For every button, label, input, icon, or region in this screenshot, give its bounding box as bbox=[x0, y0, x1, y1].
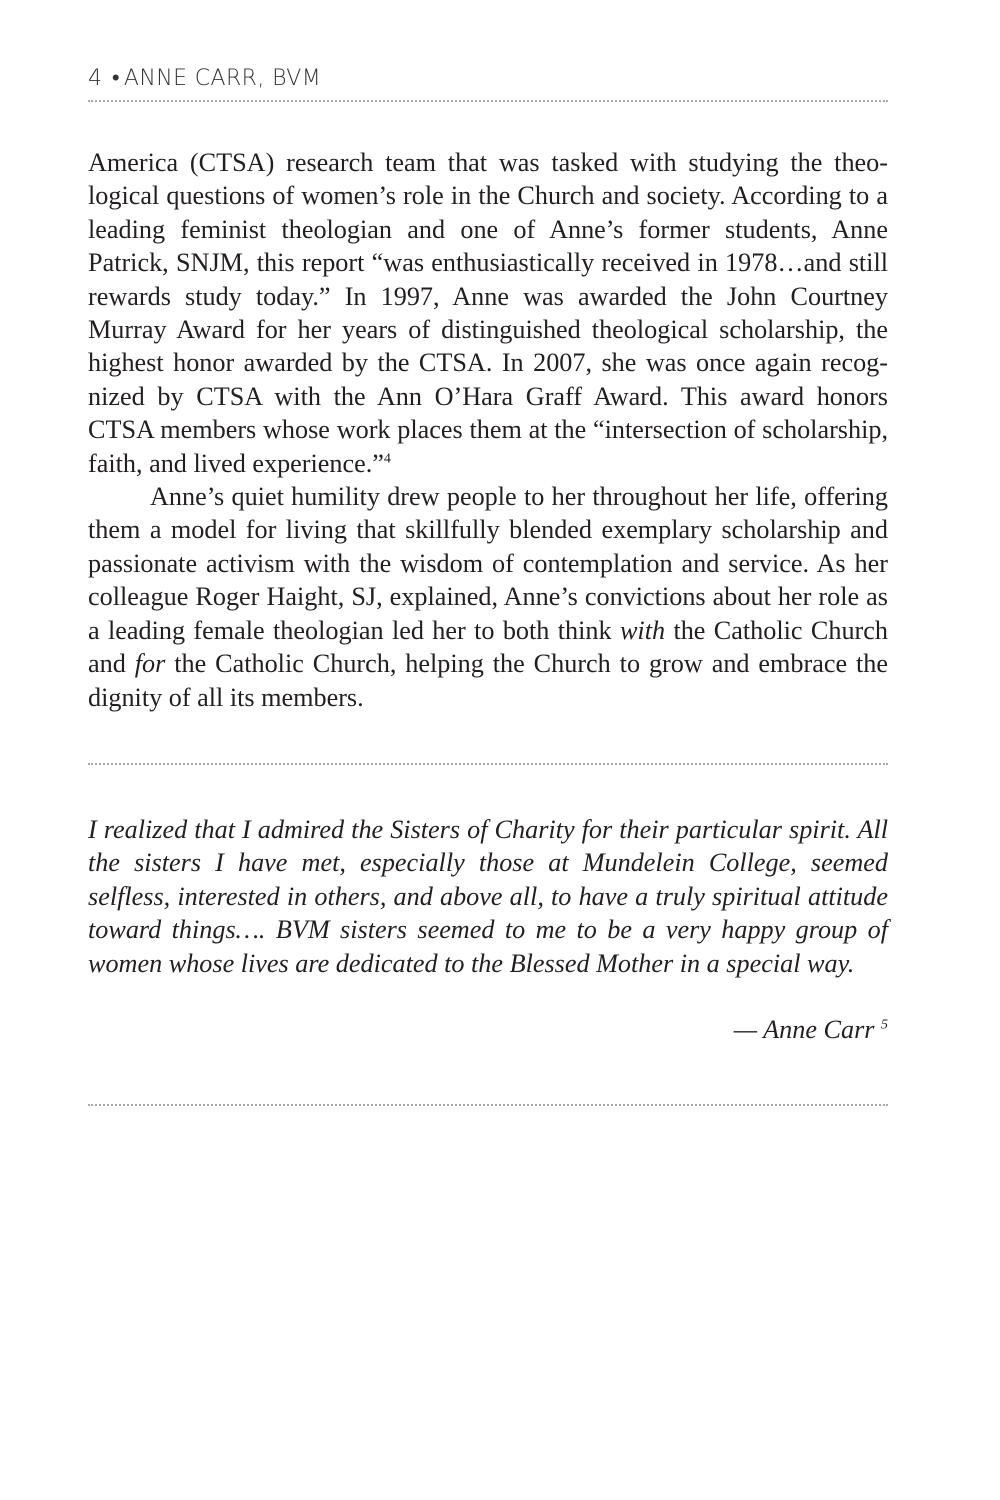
epigraph-bottom-rule bbox=[88, 1104, 888, 1106]
epigraph-top-rule bbox=[88, 763, 888, 765]
epigraph-quote: I realized that I admired the Sisters of Charity for their particular spirit. All the sisters I have met, especially those at Mundelein College, seemed selfless, interested in others, and above all, to have a truly spiritual attitude toward things…. BVM sisters seemed to me to be a very happy group of women whose lives are dedicated to the Blessed Mother in a special way. bbox=[88, 815, 888, 978]
paragraph-2-text-b: the Catholic Church and bbox=[88, 615, 888, 679]
running-header bbox=[88, 64, 888, 94]
footnote-ref-5[interactable]: 5 bbox=[881, 1017, 888, 1033]
footnote-ref-4[interactable]: 4 bbox=[383, 450, 391, 466]
running-title: ANNE CARR, BVM bbox=[123, 66, 322, 91]
header-bullet: • bbox=[111, 66, 120, 91]
page-number: 4 bbox=[88, 66, 103, 91]
emphasis-for: for bbox=[134, 649, 166, 679]
attribution-text: — Anne Carr bbox=[733, 1015, 875, 1044]
paragraph-1 bbox=[88, 146, 888, 480]
epigraph-attribution bbox=[88, 1013, 888, 1046]
paragraph-2-text-c: the Catholic Church, helping the Church to grow and embrace the dignity of all its members. bbox=[88, 649, 889, 712]
header-dotted-rule bbox=[88, 100, 888, 102]
paragraph-2 bbox=[88, 480, 888, 714]
emphasis-with: with bbox=[619, 615, 666, 645]
paragraph-1-text: America (CTSA) research team that was tasked with studying the theological questions of women’s role in the Church and society. According to a leading feminist theologian and one of Anne’s former students, Anne Patrick, SNJM, this report “was enthusiastically received in 1978…and still rewards study today.” In 1997, Anne was awarded the John Courtney Murray Award for her years of distinguished theological scholarship, the highest honor awarded by the CTSA. In 2007, she was once again recognized by CTSA with the Ann O’Hara Graff Award. This award honors CTSA members whose work places them at the “intersection of scholarship, faith, and lived experience.” bbox=[88, 148, 888, 478]
paragraph-2-text-a: Anne’s quiet humility drew people to her throughout her life, offering them a model for living that skillfully blended exemplary scholarship and passionate activism with the wisdom of contemplation and service. As her colleague Roger Haight, SJ, explained, Anne’s convictions about her role as a leading female theologian led her to both think bbox=[88, 482, 888, 645]
body-text bbox=[88, 146, 888, 714]
